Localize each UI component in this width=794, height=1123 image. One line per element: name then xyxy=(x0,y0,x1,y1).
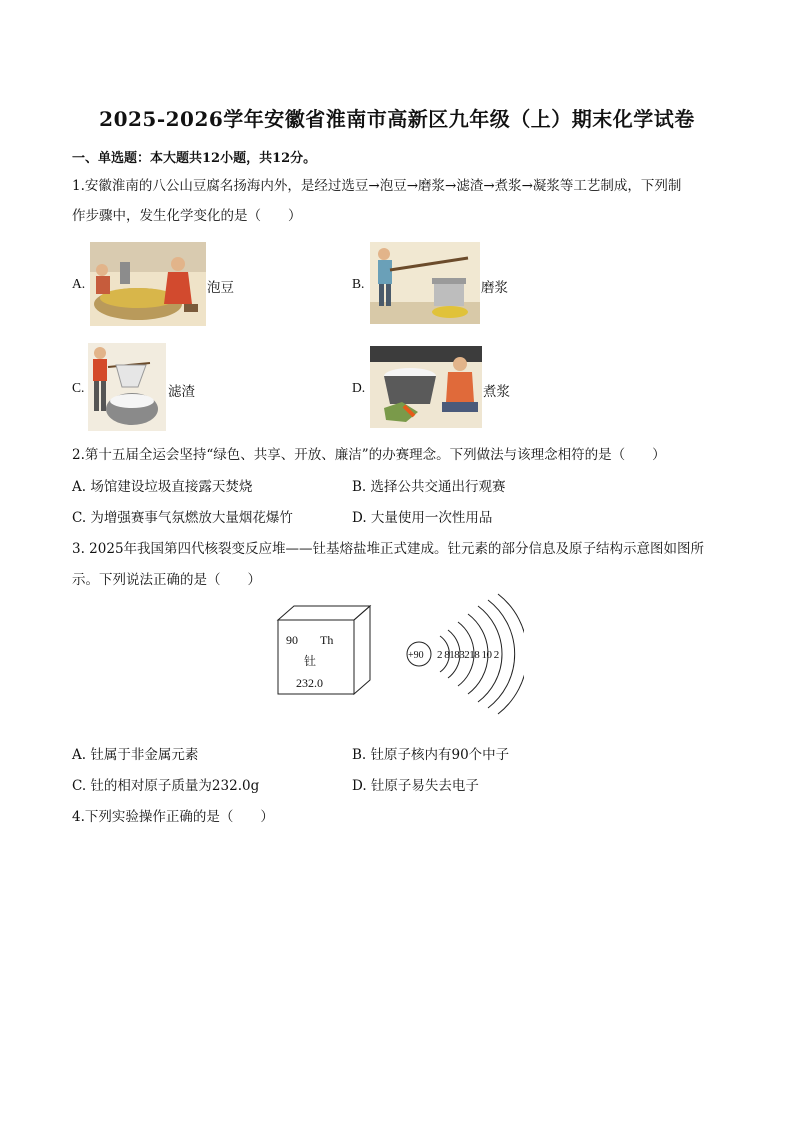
q1-stem-line1: 1.安徽淮南的八公山豆腐名扬海内外，是经过选豆→泡豆→磨浆→滤渣→煮浆→凝浆等工艺制成，下列制 xyxy=(72,178,682,194)
q1-option-b-label: 磨浆 xyxy=(481,280,508,296)
q3-option-b: B. 钍原子核内有90个中子 xyxy=(352,747,510,763)
element-cell-figure xyxy=(276,604,372,700)
q3-stem-line1: 3. 2025年我国第四代核裂变反应堆——钍基熔盐堆正式建成。钍元素的部分信息及原子结构示意图如图所 xyxy=(72,541,705,557)
q2-option-d: D. 大量使用一次性用品 xyxy=(352,510,493,526)
q3-option-c: C. 钍的相对原子质量为232.0g xyxy=(72,778,260,794)
q2-stem: 2.第十五届全运会坚持“绿色、共享、开放、廉洁”的办赛理念。下列做法与该理念相符的是（ ） xyxy=(72,447,666,463)
q1-option-d-image xyxy=(370,346,482,428)
exam-title: 2025-2026学年安徽省淮南市高新区九年级（上）期末化学试卷 xyxy=(99,107,695,131)
q1-option-c-letter: C. xyxy=(72,380,85,395)
q2-option-a: A. 场馆建设垃圾直接露天焚烧 xyxy=(72,479,253,495)
element-name: 钍 xyxy=(304,654,317,668)
q3-option-a: A. 钍属于非金属元素 xyxy=(72,747,199,763)
q3-option-d: D. 钍原子易失去电子 xyxy=(352,778,479,794)
q2-option-b: B. 选择公共交通出行观赛 xyxy=(352,479,506,495)
element-atomic-number: 90 xyxy=(286,633,298,647)
atom-shell-electrons: 2 8183218 10 2 xyxy=(437,649,499,661)
q1-option-d-label: 煮浆 xyxy=(483,384,510,400)
q1-stem-line2: 作步骤中，发生化学变化的是（ ） xyxy=(72,208,302,224)
q1-option-c-label: 滤渣 xyxy=(168,384,195,400)
q3-stem-line2: 示。下列说法正确的是（ ） xyxy=(72,572,261,588)
q1-option-a-label: 泡豆 xyxy=(207,280,234,296)
q1-option-b-image xyxy=(370,242,480,324)
q1-option-b-letter: B. xyxy=(352,276,365,291)
q4-stem: 4.下列实验操作正确的是（ ） xyxy=(72,809,274,825)
element-atomic-mass: 232.0 xyxy=(296,676,323,690)
q1-option-c-image xyxy=(88,343,166,431)
element-symbol: Th xyxy=(320,633,334,647)
atom-nucleus-charge: +90 xyxy=(408,650,424,661)
q1-option-d-letter: D. xyxy=(352,380,366,395)
q2-option-c: C. 为增强赛事气氛燃放大量烟花爆竹 xyxy=(72,510,293,526)
section-heading: 一、单选题：本大题共12小题，共12分。 xyxy=(72,151,317,166)
q1-option-a-letter: A. xyxy=(72,276,86,291)
q1-option-a-image xyxy=(90,242,206,326)
